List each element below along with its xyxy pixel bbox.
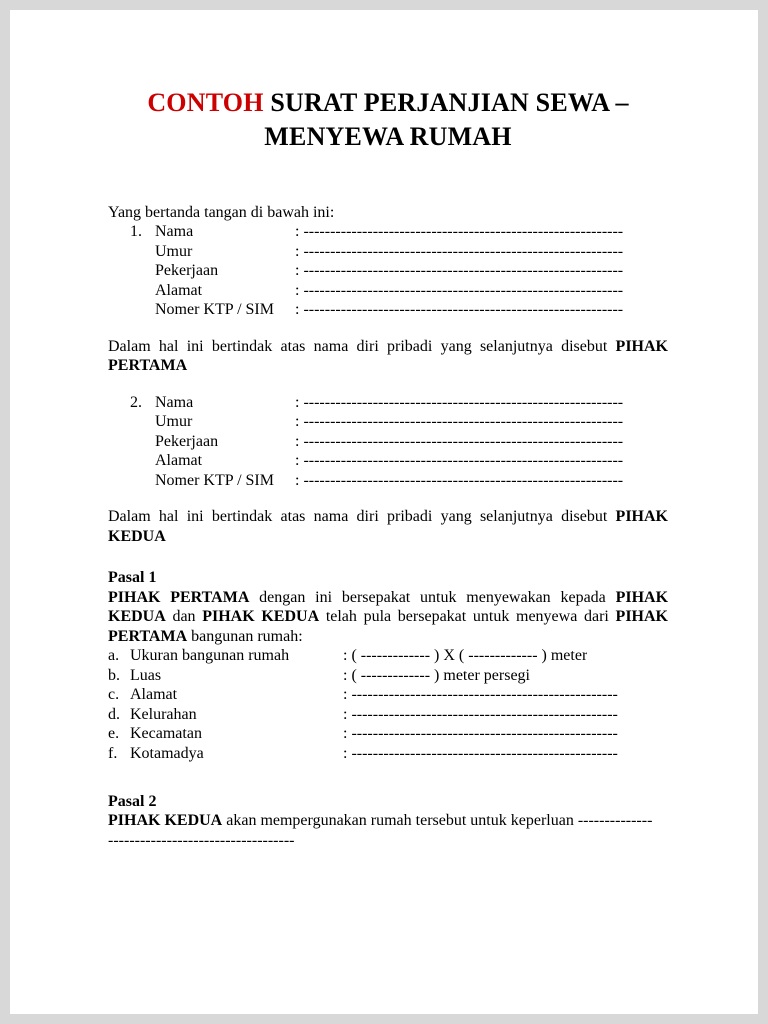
item-label: Kelurahan	[130, 705, 197, 723]
paragraph-text: dan	[165, 608, 203, 626]
party1-field-list	[130, 222, 668, 320]
pihak-kedua-term: PIHAK KEDUA	[202, 608, 320, 626]
field-label: Nama	[155, 223, 194, 241]
document-page	[10, 10, 758, 1014]
list-number	[130, 242, 155, 262]
pasal2-paragraph	[108, 811, 668, 850]
item-letter: c.	[108, 686, 120, 704]
field-row-umur-2	[130, 412, 668, 432]
field-value-line: : ------------------------------------------------------------	[295, 301, 624, 319]
party2-field-list	[130, 393, 668, 491]
list-number: 1.	[130, 223, 142, 241]
field-row-ktp-2	[130, 471, 668, 491]
item-label: Kotamadya	[130, 745, 204, 762]
item-label: Ukuran bangunan rumah	[130, 647, 290, 665]
item-row-ukuran	[108, 646, 668, 666]
pihak-kedua-term: PIHAK KEDUA	[108, 508, 668, 545]
item-row-kelurahan	[108, 705, 668, 725]
item-letter: f.	[108, 745, 118, 762]
field-row-alamat-1	[130, 281, 668, 301]
item-value-line: : ( ------------- ) X ( ------------- ) meter	[343, 647, 588, 665]
field-label: Alamat	[155, 452, 203, 470]
paragraph-text: dengan ini bersepakat untuk menyewakan kepada	[249, 588, 616, 606]
field-label: Pekerjaan	[155, 432, 219, 450]
field-value-line: : ------------------------------------------------------------	[295, 223, 624, 241]
field-value-line: : ------------------------------------------------------------	[295, 281, 624, 299]
list-number	[130, 471, 155, 491]
pihak-kedua-term: PIHAK KEDUA	[108, 812, 223, 830]
paragraph-text: Dalam hal ini bertindak atas nama diri pribadi yang selanjutnya disebut	[108, 337, 616, 355]
field-label: Alamat	[155, 281, 203, 299]
list-number	[130, 300, 155, 320]
field-value-line: : ------------------------------------------------------------	[295, 471, 624, 489]
item-value-line: : ( ------------- ) meter persegi	[343, 666, 530, 684]
item-value-line: : --------------------------------------------------	[343, 686, 618, 704]
pasal1-heading: Pasal 1	[108, 569, 157, 587]
field-value-line: : ------------------------------------------------------------	[295, 242, 624, 260]
list-number	[130, 281, 155, 301]
field-row-nama-1	[130, 222, 668, 242]
field-value-line: : ------------------------------------------------------------	[295, 452, 624, 470]
pihak-pertama-term: PIHAK PERTAMA	[108, 608, 668, 645]
list-number	[130, 451, 155, 471]
list-number	[130, 432, 155, 452]
field-row-pekerjaan-2	[130, 432, 668, 452]
item-row-kotamadya	[108, 744, 668, 764]
item-row-luas	[108, 666, 668, 686]
pihak-pertama-term: PIHAK PERTAMA	[108, 337, 668, 375]
field-label: Nomer KTP / SIM	[155, 301, 274, 319]
field-row-alamat-2	[130, 451, 668, 471]
item-letter: d.	[108, 705, 120, 723]
field-value-line: : ------------------------------------------------------------	[295, 432, 624, 450]
list-number	[130, 261, 155, 281]
field-label: Nomer KTP / SIM	[155, 471, 274, 489]
title-line2: MENYEWA RUMAH	[264, 122, 512, 152]
item-letter: a.	[108, 647, 120, 665]
pasal2-heading: Pasal 2	[108, 792, 157, 810]
item-label: Alamat	[130, 686, 178, 704]
pasal1-item-list	[108, 646, 668, 763]
item-label: Luas	[130, 666, 162, 684]
list-number	[130, 412, 155, 432]
field-label: Nama	[155, 393, 194, 411]
title-highlight: CONTOH	[147, 88, 264, 117]
pihak-kedua-term: PIHAK KEDUA	[108, 588, 669, 626]
intro-line: Yang bertanda tangan di bawah ini:	[108, 203, 335, 221]
item-value-line: : --------------------------------------------------	[343, 745, 618, 762]
list-number: 2.	[130, 393, 142, 411]
item-row-kecamatan	[108, 724, 668, 744]
paragraph-text: bangunan rumah:	[187, 627, 303, 645]
pihak-pertama-term: PIHAK PERTAMA	[108, 588, 250, 606]
field-value-line: : ------------------------------------------------------------	[295, 262, 624, 280]
item-label: Kecamatan	[130, 725, 202, 743]
field-label: Pekerjaan	[155, 262, 219, 280]
field-row-nama-2	[130, 393, 668, 413]
field-label: Umur	[155, 242, 193, 260]
pihak-kedua-paragraph	[108, 507, 668, 546]
dash-continuation-line: -----------------------------------	[108, 831, 295, 849]
field-value-line: : ------------------------------------------------------------	[295, 413, 624, 431]
paragraph-text: telah pula bersepakat untuk menyewa dari	[319, 608, 616, 626]
item-value-line: : --------------------------------------------------	[343, 705, 618, 723]
title-line1-rest: SURAT PERJANJIAN SEWA –	[263, 88, 629, 117]
field-row-pekerjaan-1	[130, 261, 668, 281]
field-row-umur-1	[130, 242, 668, 262]
item-row-alamat	[108, 685, 668, 705]
pasal1-paragraph	[108, 588, 668, 647]
paragraph-text: akan mempergunakan rumah tersebut untuk keperluan --------------	[222, 812, 653, 830]
item-letter: b.	[108, 666, 120, 684]
document-title	[108, 86, 668, 155]
item-letter: e.	[108, 725, 120, 743]
pihak-pertama-paragraph	[108, 337, 668, 376]
field-value-line: : ------------------------------------------------------------	[295, 393, 624, 411]
field-row-ktp-1	[130, 300, 668, 320]
item-value-line: : --------------------------------------------------	[343, 725, 618, 743]
paragraph-text: Dalam hal ini bertindak atas nama diri pribadi yang selanjutnya disebut	[108, 508, 616, 526]
field-label: Umur	[155, 413, 193, 431]
